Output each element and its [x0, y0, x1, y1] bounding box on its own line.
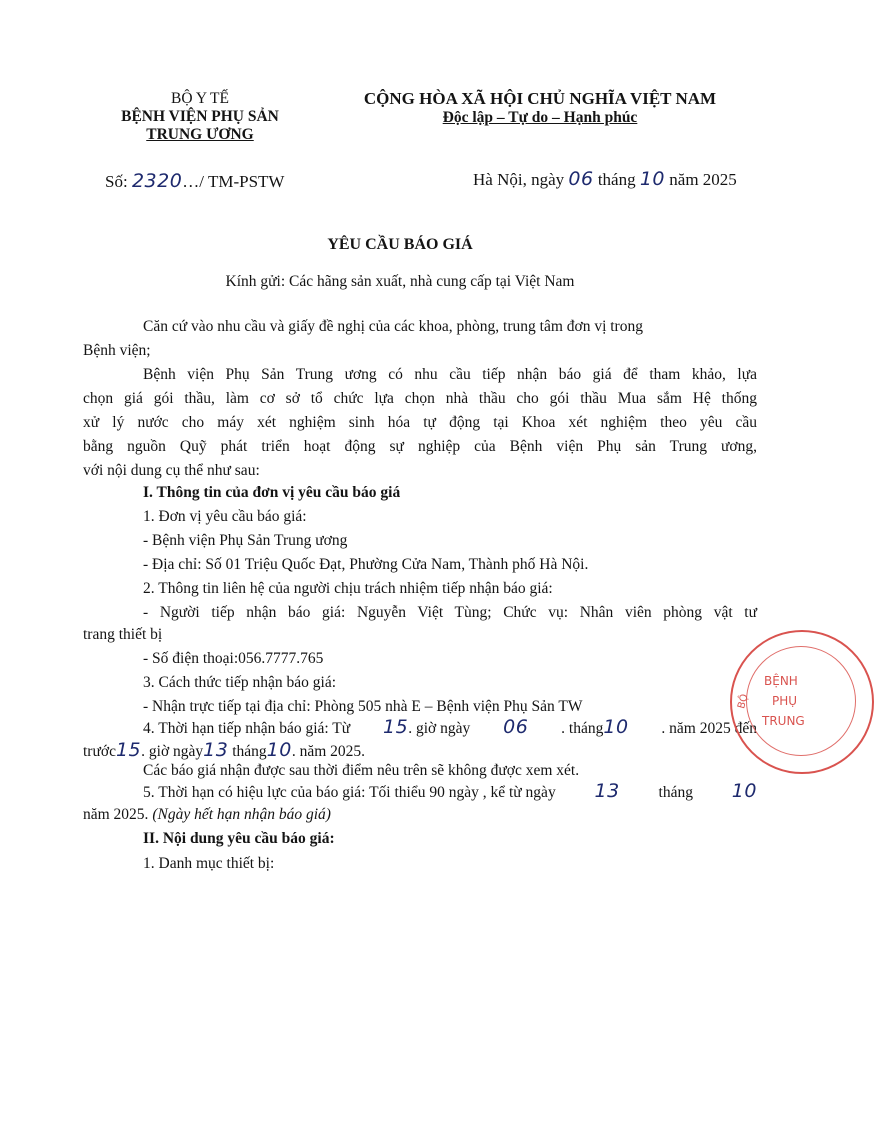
red-stamp-inner-ring: [746, 646, 856, 756]
validity-month: 10: [731, 780, 757, 802]
deadline-day-end: 13: [203, 739, 229, 761]
paragraph-purpose-line: Bệnh viện Phụ Sản Trung ương có nhu cầu tiếp nhận báo giá để tham khảo, lựa: [143, 366, 757, 383]
deadline-text: . giờ ngày: [408, 720, 471, 737]
section-1-item-3: 3. Cách thức tiếp nhận báo giá:: [143, 674, 337, 691]
late-submission-note: Các báo giá nhận được sau thời điểm nêu trên sẽ không được xem xét.: [143, 762, 580, 779]
deadline-text: . giờ ngày: [141, 743, 204, 760]
deadline-month-start: 10: [603, 716, 629, 738]
left-header: [100, 90, 300, 144]
deadline-hour-end: 15: [115, 739, 142, 761]
receiver-info-line2: trang thiết bị: [83, 626, 163, 643]
section-1-item-4: [143, 716, 757, 738]
validity-text: 5. Thời hạn có hiệu lực của báo giá: Tối thiểu 90 ngày , kể từ ngày: [143, 784, 556, 801]
validity-year: năm 2025.: [83, 806, 149, 823]
deadline-hour-start: 15: [383, 716, 409, 738]
paragraph-purpose-line: bằng nguồn Quỹ phát triển hoạt động sự nghiệp của Bệnh viện Phụ sản Trung ương,: [83, 438, 757, 455]
deadline-month-end: 10: [266, 739, 292, 761]
ministry-name: BỘ Y TẾ: [171, 90, 229, 107]
stamp-text: BỘ: [736, 692, 751, 711]
deadline-text: . năm 2025 đến: [661, 720, 757, 737]
paragraph-basis-line2: Bệnh viện;: [83, 342, 151, 359]
doc-number-suffix: …/ TM-PSTW: [182, 172, 285, 191]
deadline-text: . năm 2025.: [291, 743, 366, 760]
document-number: [105, 170, 284, 192]
unit-address: - Địa chỉ: Số 01 Triệu Quốc Đạt, Phường Cửa Nam, Thành phố Hà Nội.: [143, 556, 589, 573]
validity-note: (Ngày hết hạn nhận báo giá): [152, 806, 331, 823]
validity-day: 13: [594, 780, 620, 802]
deadline-day-start: 06: [503, 716, 529, 738]
document-title: YÊU CẦU BÁO GIÁ: [327, 236, 473, 253]
section-1-heading: I. Thông tin của đơn vị yêu cầu báo giá: [143, 484, 401, 501]
section-1-item-1: 1. Đơn vị yêu cầu báo giá:: [143, 508, 307, 525]
section-1-item-4-line2: [83, 739, 365, 761]
date-month: 10: [639, 168, 666, 190]
validity-text: tháng: [658, 784, 693, 801]
date-year: năm 2025: [669, 170, 737, 189]
paragraph-purpose-line: chọn giá gói thầu, làm cơ sở tổ chức lựa chọn nhà thầu cho gói thầu Mua sắm Hệ thống: [83, 390, 757, 407]
national-motto: Độc lập – Tự do – Hạnh phúc: [442, 109, 638, 126]
paragraph-purpose-line: xử lý nước cho máy xét nghiệm sinh hóa tự động tại Khoa xét nghiệm theo yêu cầu: [83, 414, 757, 431]
section-1-item-5-line2: [83, 806, 331, 824]
section-2-heading: II. Nội dung yêu cầu báo giá:: [143, 830, 335, 847]
date-month-word: tháng: [597, 170, 636, 189]
stamp-text: TRUNG: [762, 714, 805, 728]
paragraph-basis-line1: Căn cứ vào nhu cầu và giấy đề nghị của các khoa, phòng, trung tâm đơn vị trong: [143, 318, 643, 335]
doc-number-prefix: Số:: [105, 172, 128, 191]
deadline-text: 4. Thời hạn tiếp nhận báo giá: Từ: [143, 720, 351, 737]
deadline-text: trước: [83, 743, 116, 760]
right-header: [335, 89, 745, 127]
section-2-item-1: 1. Danh mục thiết bị:: [143, 855, 275, 872]
hospital-name-line2: TRUNG ƯƠNG: [146, 126, 254, 143]
date-place: Hà Nội, ngày: [473, 170, 565, 189]
hospital-name: BỆNH VIỆN PHỤ SẢN: [121, 108, 279, 125]
unit-name: - Bệnh viện Phụ Sản Trung ương: [143, 532, 348, 549]
deadline-text: . tháng: [561, 720, 604, 737]
receipt-method: - Nhận trực tiếp tại địa chỉ: Phòng 505 nhà E – Bệnh viện Phụ Sản TW: [143, 698, 583, 715]
national-title: CỘNG HÒA XÃ HỘI CHỦ NGHĨA VIỆT NAM: [363, 89, 717, 108]
paragraph-purpose-line: với nội dung cụ thể như sau:: [83, 462, 260, 479]
recipient-line: Kính gửi: Các hãng sản xuất, nhà cung cấp tại Việt Nam: [225, 273, 575, 290]
section-1-item-2: 2. Thông tin liên hệ của người chịu trách nhiệm tiếp nhận báo giá:: [143, 580, 553, 597]
date-line: [473, 168, 737, 190]
doc-number-handwritten: 2320: [131, 170, 183, 192]
stamp-text: PHỤ: [772, 694, 798, 708]
red-stamp: [730, 630, 874, 774]
date-day: 06: [568, 168, 594, 190]
phone-number: - Số điện thoại:056.7777.765: [143, 650, 324, 667]
section-1-item-5: [143, 780, 757, 802]
stamp-text: BỆNH: [764, 674, 798, 688]
deadline-text: tháng: [232, 743, 267, 760]
receiver-info-line1: - Người tiếp nhận báo giá: Nguyễn Việt Tùng; Chức vụ: Nhân viên phòng vật tư: [143, 604, 757, 621]
